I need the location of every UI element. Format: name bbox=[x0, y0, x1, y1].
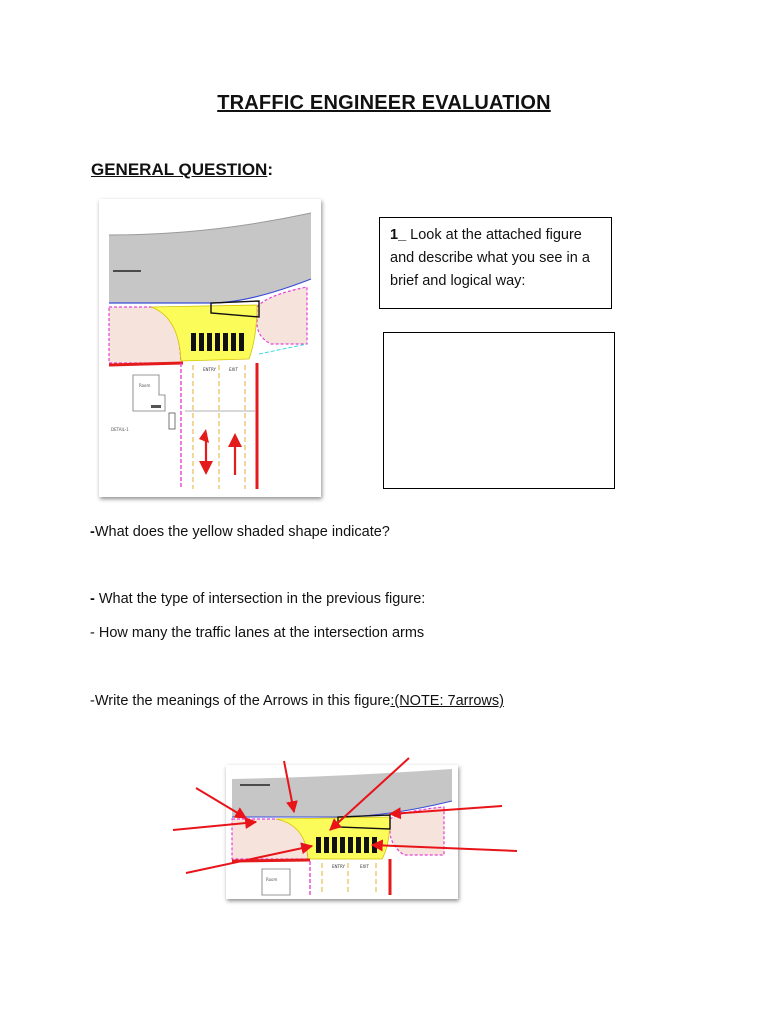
question-yellow-shape-dash: - bbox=[90, 524, 95, 540]
answer-box[interactable] bbox=[383, 332, 615, 489]
intersection-plan-drawing bbox=[99, 199, 321, 497]
detail-left-kerb bbox=[232, 860, 310, 861]
detail-exit-label: EXIT bbox=[360, 864, 369, 869]
page-title: TRAFFIC ENGINEER EVALUATION bbox=[217, 92, 551, 114]
down-arrow-icon bbox=[199, 429, 213, 475]
detail-entry-label: ENTRY bbox=[332, 864, 345, 869]
up-arrow-icon bbox=[228, 433, 242, 475]
question-arrows bbox=[90, 693, 504, 709]
room-door bbox=[151, 405, 161, 408]
detail-building-outline bbox=[262, 869, 290, 895]
room-label: Room bbox=[139, 383, 151, 388]
intersection-detail-figure bbox=[226, 765, 458, 899]
detail-label: DETAIL-1 bbox=[111, 427, 129, 432]
detail-room-label: Room bbox=[266, 877, 278, 882]
left-kerb-red bbox=[109, 363, 183, 365]
exit-label: EXIT bbox=[229, 367, 238, 372]
entry-label: ENTRY bbox=[203, 367, 216, 372]
bollard-box bbox=[169, 413, 175, 429]
question-yellow-shape bbox=[90, 524, 390, 540]
intersection-figure bbox=[99, 199, 321, 497]
section-heading-colon: : bbox=[267, 160, 273, 179]
detail-right-verge bbox=[390, 807, 444, 855]
question-arrows-note: :(NOTE: 7arrows) bbox=[390, 693, 504, 709]
right-verge bbox=[257, 287, 307, 344]
question-1-number: 1_ bbox=[390, 227, 407, 243]
intersection-detail-drawing bbox=[226, 765, 458, 899]
question-intersection-type-text: What the type of intersection in the previous figure: bbox=[94, 591, 426, 607]
section-heading bbox=[91, 160, 273, 180]
question-1-text: Look at the attached figure and describe what you see in a brief and logical way: bbox=[390, 227, 590, 289]
question-intersection-type-dash: - bbox=[90, 591, 95, 607]
question-yellow-shape-text: What does the yellow shaded shape indicate? bbox=[94, 524, 390, 540]
question-1-box bbox=[379, 217, 612, 309]
cyan-line bbox=[259, 344, 307, 354]
section-heading-label: GENERAL QUESTION bbox=[91, 160, 268, 179]
question-intersection-type bbox=[90, 591, 425, 607]
question-arrows-text: -Write the meanings of the Arrows in this figure bbox=[90, 693, 391, 709]
question-traffic-lanes: - How many the traffic lanes at the intersection arms bbox=[90, 625, 425, 641]
